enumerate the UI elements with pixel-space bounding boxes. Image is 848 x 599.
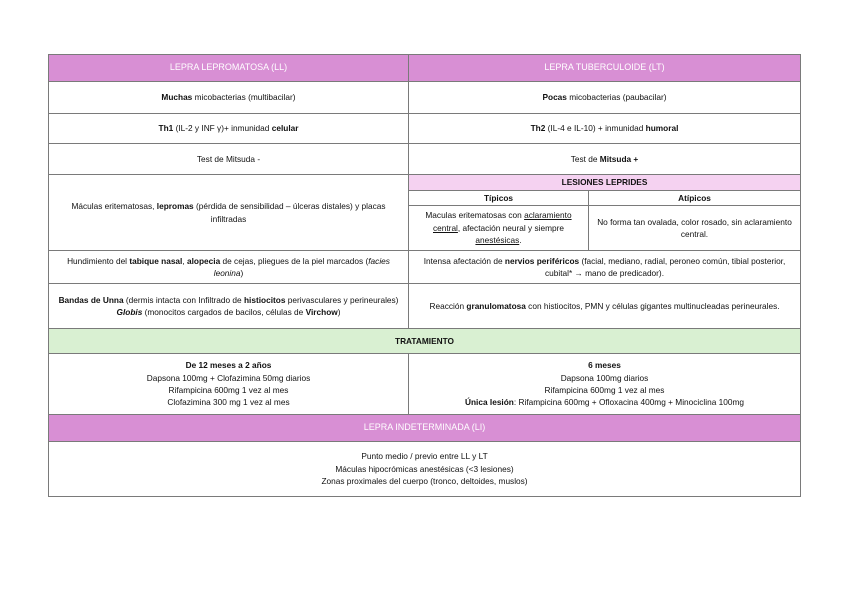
lt-histology-cell: Reacción granulomatosa con histiocitos, PMN y células gigantes multinucleadas perineurales. <box>409 284 801 329</box>
lt-bacteria-cell: Pocas micobacterias (paubacilar) <box>409 82 801 114</box>
leprosy-comparison-table <box>48 54 801 497</box>
lt-treatment-cell: 6 meses Dapsona 100mg diarios Rifampicina 600mg 1 vez al mes Única lesión: Rifampicina 600mg + Ofloxacina 400mg + Minociclina 100mg <box>409 354 801 415</box>
ll-histology-cell: Bandas de Unna (dermis intacta con Infiltrado de histiocitos perivasculares y perineurales) Globis (monocitos cargados de bacilos, células de Virchow) <box>49 284 409 329</box>
header-lt: LEPRA TUBERCULOIDE (LT) <box>409 55 801 82</box>
lt-mitsuda-cell: Test de Mitsuda + <box>409 144 801 175</box>
header-li: LEPRA INDETERMINADA (LI) <box>49 415 801 442</box>
tratamiento-header: TRATAMIENTO <box>49 329 801 354</box>
atipicos-header: Atípicos <box>589 191 801 206</box>
lesiones-leprides-header: LESIONES LEPRIDES <box>409 175 801 191</box>
header-ll: LEPRA LEPROMATOSA (LL) <box>49 55 409 82</box>
ll-treatment-cell: De 12 meses a 2 años Dapsona 100mg + Clofazimina 50mg diarios Rifampicina 600mg 1 vez al mes Clofazimina 300 mg 1 vez al mes <box>49 354 409 415</box>
ll-mitsuda-cell: Test de Mitsuda - <box>49 144 409 175</box>
tipicos-cell: Maculas eritematosas con aclaramiento central, afectación neural y siempre anestésicas. <box>409 206 589 251</box>
ll-immunity-cell: Th1 (IL-2 y INF γ)+ inmunidad celular <box>49 114 409 144</box>
ll-bacteria-cell: Muchas micobacterias (multibacilar) <box>49 82 409 114</box>
ll-lesions-cell: Máculas eritematosas, lepromas (pérdida de sensibilidad – úlceras distales) y placas infiltradas <box>49 175 409 251</box>
lt-nerves-cell: Intensa afectación de nervios periféricos (facial, mediano, radial, peroneo común, tibial posterior, cubital* → mano de predicador). <box>409 251 801 284</box>
atipicos-cell: No forma tan ovalada, color rosado, sin aclaramiento central. <box>589 206 801 251</box>
tipicos-header: Típicos <box>409 191 589 206</box>
ll-facies-cell: Hundimiento del tabique nasal, alopecia de cejas, pliegues de la piel marcados (facies leonina) <box>49 251 409 284</box>
lt-immunity-cell: Th2 (IL-4 e IL-10) + inmunidad humoral <box>409 114 801 144</box>
li-description-cell: Punto medio / previo entre LL y LT Máculas hipocrómicas anestésicas (<3 lesiones) Zonas proximales del cuerpo (tronco, deltoides, muslos) <box>49 442 801 497</box>
